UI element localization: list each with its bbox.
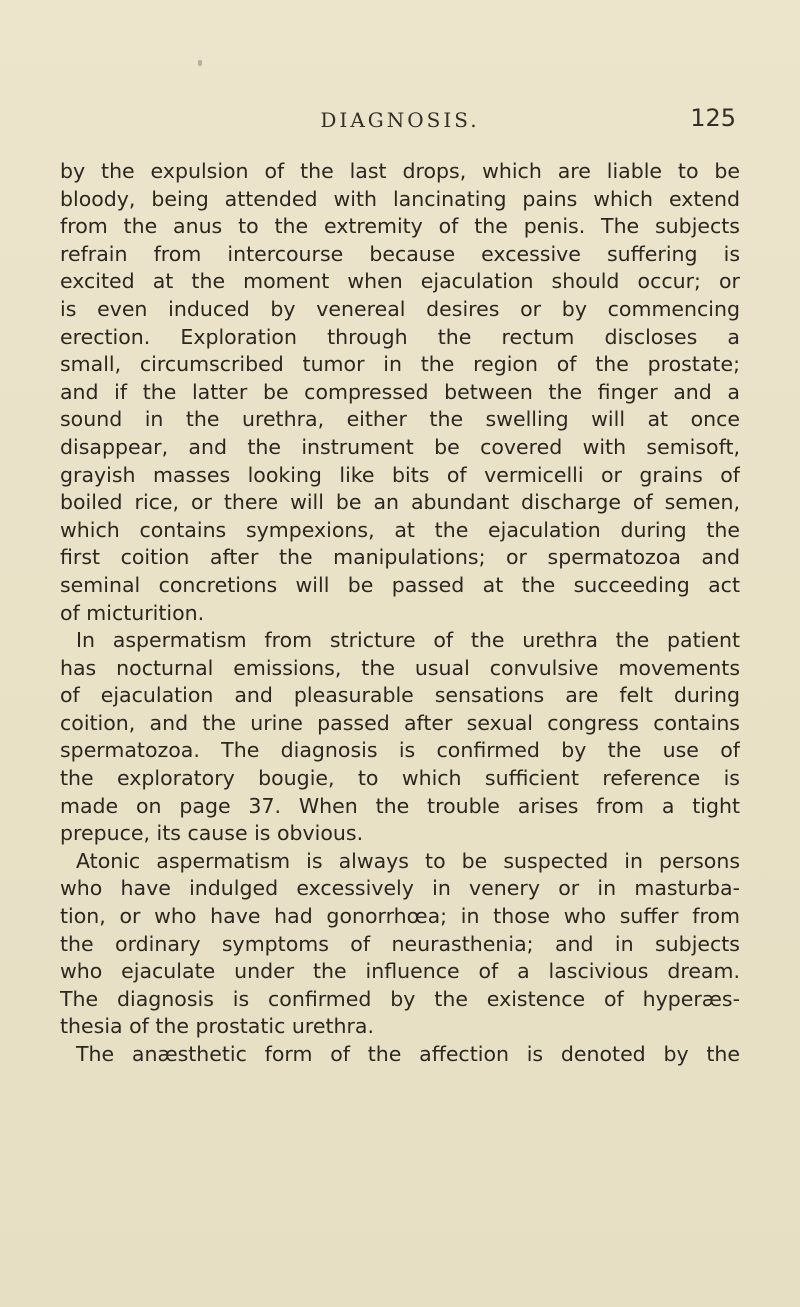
- text-line: made on page 37. When the trouble arises from a tight: [60, 793, 740, 818]
- text-line: who have indulged excessively in venery or in masturba-: [60, 876, 740, 901]
- text-line: grayish masses looking like bits of vermicelli or grains of: [60, 462, 740, 487]
- paragraph-start-line: The anæsthetic form of the affection is denoted by the: [76, 1042, 740, 1066]
- text-line: which contains sympexions, at the ejaculation during the: [60, 517, 740, 542]
- text-line: bloody, being attended with lancinating pains which extend: [60, 186, 740, 211]
- text-line: spermatozoa. The diagnosis is confirmed by the use of: [60, 738, 740, 763]
- text-line: small, circumscribed tumor in the region of the prostate;: [60, 352, 740, 377]
- paragraph-start-line: Atonic aspermatism is always to be suspected in persons: [76, 848, 740, 873]
- text-line: sound in the urethra, either the swelling will at once: [60, 407, 740, 432]
- paragraph-start-line: In aspermatism from stricture of the urethra the patient: [76, 628, 740, 653]
- text-line: who ejaculate under the influence of a lascivious dream.: [60, 959, 740, 984]
- text-line: seminal concretions will be passed at the succeeding act: [60, 572, 740, 597]
- text-line: is even induced by venereal desires or by commencing: [60, 296, 740, 321]
- text-line: of ejaculation and pleasurable sensations are felt during: [60, 683, 740, 708]
- paragraph-end-line: prepuce, its cause is obvious.: [60, 821, 364, 846]
- paragraph-end-line: thesia of the prostatic urethra.: [60, 1014, 374, 1039]
- body-text: [60, 158, 740, 1069]
- text-line: disappear, and the instrument be covered with semisoft,: [60, 434, 740, 459]
- text-line: excited at the moment when ejaculation should occur; or: [60, 269, 740, 294]
- text-line: boiled rice, or there will be an abundant discharge of semen,: [60, 490, 740, 515]
- ink-mark: [198, 60, 202, 66]
- text-line: refrain from intercourse because excessive suffering is: [60, 241, 740, 266]
- page-header: [0, 104, 800, 144]
- text-line: The diagnosis is confirmed by the existence of hyperæs-: [60, 986, 740, 1011]
- text-line: coition, and the urine passed after sexual congress contains: [60, 710, 740, 735]
- text-line: first coition after the manipulations; or spermatozoa and: [60, 545, 740, 570]
- page-number: 125: [690, 104, 736, 132]
- paragraph-end-line: of micturition.: [60, 600, 205, 625]
- running-title: DIAGNOSIS.: [320, 108, 480, 132]
- text-line: and if the latter be compressed between the finger and a: [60, 379, 740, 404]
- text-line: the ordinary symptoms of neurasthenia; and in subjects: [60, 931, 740, 956]
- text-line: tion, or who have had gonorrhœa; in those who suffer from: [60, 904, 740, 929]
- text-line: erection. Exploration through the rectum discloses a: [60, 324, 740, 349]
- text-line: from the anus to the extremity of the penis. The subjects: [60, 214, 740, 239]
- text-line: by the expulsion of the last drops, which are liable to be: [60, 159, 740, 183]
- text-line: has nocturnal emissions, the usual convulsive movements: [60, 655, 740, 680]
- text-line: the exploratory bougie, to which sufficient reference is: [60, 766, 740, 791]
